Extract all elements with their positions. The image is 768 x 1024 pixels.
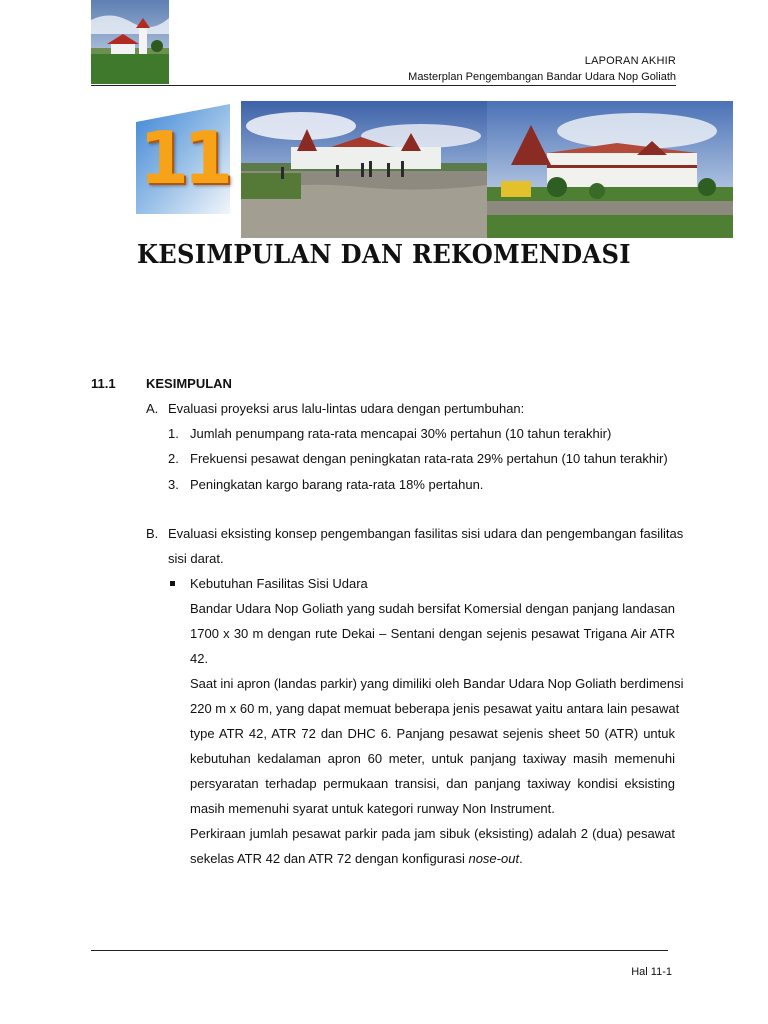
list-item-text: Jumlah penumpang rata-rata mencapai 30% pertahun (10 tahun terakhir) — [190, 426, 612, 441]
section-title: KESIMPULAN — [146, 376, 232, 391]
page-number: Hal 11-1 — [631, 966, 672, 978]
chapter-number: 11 — [138, 116, 228, 200]
header-photo — [91, 0, 169, 84]
item-b-line: sisi darat. — [168, 551, 224, 566]
paragraph-line: kebutuhan kedalaman apron 60 meter, untuk panjang taxiway masih memenuhi — [190, 751, 675, 766]
paragraph-line: Saat ini apron (landas parkir) yang dimiliki oleh Bandar Udara Nop Goliath berdimensi — [190, 676, 684, 691]
report-title: LAPORAN AKHIR — [584, 55, 676, 67]
paragraph-line — [190, 851, 523, 866]
paragraph-text: sekelas ATR 42 dan ATR 72 dengan konfigurasi — [190, 851, 469, 866]
report-subtitle: Masterplan Pengembangan Bandar Udara Nop Goliath — [408, 71, 676, 83]
chapter-title: KESIMPULAN DAN REKOMENDASI — [137, 240, 631, 270]
paragraph-line: type ATR 42, ATR 72 dan DHC 6. Panjang pesawat sejenis sheet 50 (ATR) untuk — [190, 726, 675, 741]
paragraph-line: 1700 x 30 m dengan rute Dekai – Sentani dengan sejenis pesawat Trigana Air ATR — [190, 626, 675, 641]
list-item-text: Frekuensi pesawat dengan peningkatan rata-rata 29% pertahun (10 tahun terakhir) — [190, 451, 668, 466]
paragraph-line: 42. — [190, 651, 209, 666]
item-a-text: Evaluasi proyeksi arus lalu-lintas udara dengan pertumbuhan: — [168, 401, 525, 416]
section-number: 11.1 — [91, 376, 116, 391]
paragraph-line: persyaratan terhadap permukaan transisi, dan panjang taxiway kondisi eksisting — [190, 776, 675, 791]
bullet-title: Kebutuhan Fasilitas Sisi Udara — [190, 576, 368, 591]
list-item-label: 1. — [168, 426, 179, 441]
airport-photo-left — [241, 101, 487, 238]
footer-divider — [91, 950, 668, 951]
paragraph-end: . — [519, 851, 523, 866]
paragraph-line: Bandar Udara Nop Goliath yang sudah bersifat Komersial dengan panjang landasan — [190, 601, 675, 616]
airport-photo-right — [487, 101, 733, 238]
list-item-label: 3. — [168, 477, 179, 492]
paragraph-line: Perkiraan jumlah pesawat parkir pada jam sibuk (eksisting) adalah 2 (dua) pesawat — [190, 826, 675, 841]
list-item-text: Peningkatan kargo barang rata-rata 18% pertahun. — [190, 477, 484, 492]
italic-term: nose-out — [468, 851, 520, 866]
list-item-label: 2. — [168, 451, 179, 466]
paragraph-line: 220 m x 60 m, yang dapat memuat beberapa jenis pesawat yaitu antara lain pesawat — [190, 701, 680, 716]
item-a-label: A. — [146, 401, 159, 416]
header-divider — [91, 85, 676, 86]
bullet-icon — [170, 581, 175, 586]
item-b-label: B. — [146, 526, 159, 541]
paragraph-line: masih memenuhi syarat untuk kategori runway Non Instrument. — [190, 801, 555, 816]
item-b-line: Evaluasi eksisting konsep pengembangan fasilitas sisi udara dan pengembangan fasilitas — [168, 526, 684, 541]
